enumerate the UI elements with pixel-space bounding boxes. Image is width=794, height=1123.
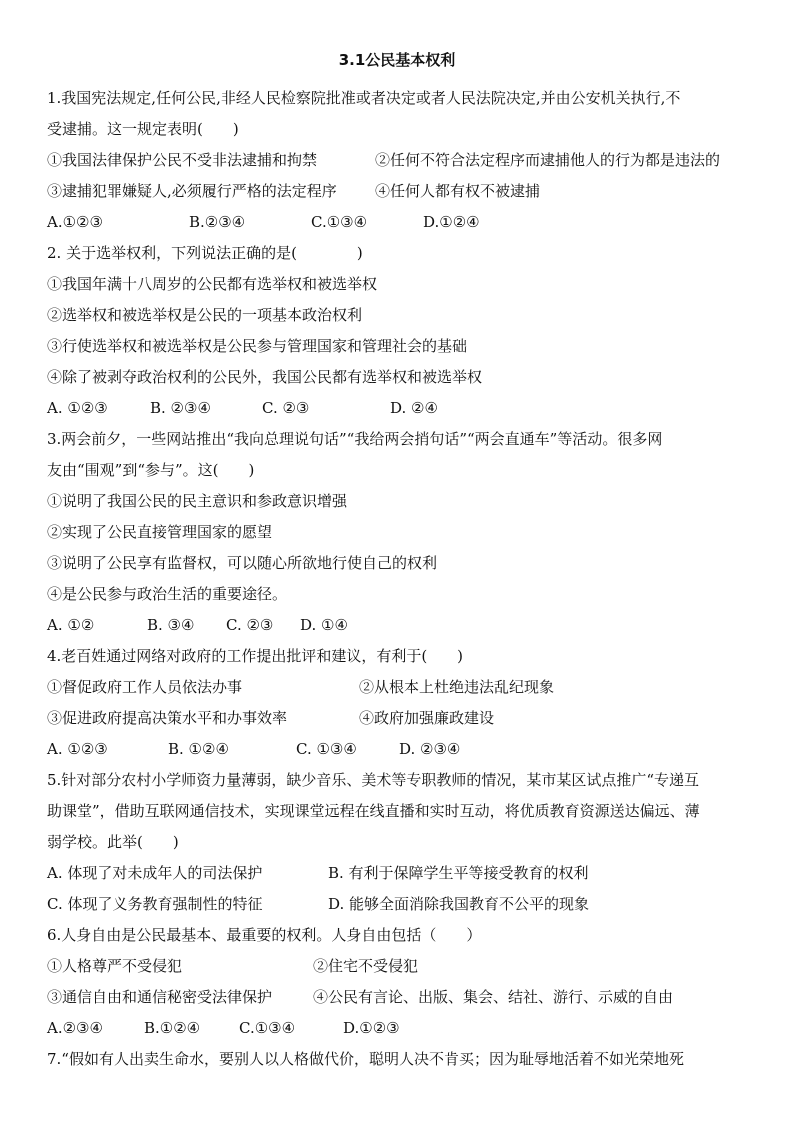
line-text: 6.人身自由是公民最基本、最重要的权利。人身自由包括（ ）: [47, 926, 482, 944]
option-text: A. ①②: [47, 616, 95, 634]
option-text: B. 有利于保障学生平等接受教育的权利: [328, 864, 589, 882]
option-text: D. ①④: [300, 616, 348, 634]
option-text: D. ②④: [390, 399, 438, 417]
line-text: 友由“围观”到“参与”。这( ): [47, 461, 255, 479]
option-text: C. ②③: [226, 616, 274, 634]
option-text: A.②③④: [47, 1019, 103, 1037]
line-text: 3.两会前夕，一些网站推出“我向总理说句话”“我给两会捎句话”“两会直通车”等活动。很多网: [47, 430, 663, 448]
option-text: ③通信自由和通信秘密受法律保护: [47, 988, 273, 1006]
option-text: ①我国法律保护公民不受非法逮捕和拘禁: [47, 151, 318, 169]
line-text: 1.我国宪法规定,任何公民,非经人民检察院批准或者决定或者人民法院决定,并由公安机关执行,不: [47, 89, 681, 107]
option-text: ③逮捕犯罪嫌疑人,必须履行严格的法定程序: [47, 182, 337, 200]
option-text: D. ②③④: [399, 740, 461, 758]
option-text: ①督促政府工作人员依法办事: [47, 678, 243, 696]
option-text: B.①②④: [144, 1019, 201, 1037]
line-text: ②选举权和被选举权是公民的一项基本政治权利: [47, 306, 363, 324]
option-text: A. ①②③: [47, 399, 108, 417]
option-text: A.①②③: [47, 213, 103, 231]
option-text: D.①②④: [423, 213, 480, 231]
option-text: C. ①③④: [296, 740, 357, 758]
option-text: A. ①②③: [47, 740, 108, 758]
line-text: 4.老百姓通过网络对政府的工作提出批评和建议，有利于( ): [47, 647, 464, 665]
line-text: 2. 关于选举权利，下列说法正确的是( ): [47, 244, 363, 262]
line-text: ③行使选举权和被选举权是公民参与管理国家和管理社会的基础: [47, 337, 468, 355]
line-text: ④除了被剥夺政治权利的公民外，我国公民都有选举权和被选举权: [47, 368, 483, 386]
option-text: B.②③④: [189, 213, 246, 231]
line-text: ①说明了我国公民的民主意识和参政意识增强: [47, 492, 348, 510]
line-text: 助课堂”，借助互联网通信技术，实现课堂远程在线直播和实时互动，将优质教育资源送达偏远、薄: [47, 802, 700, 820]
option-text: ②任何不符合法定程序而逮捕他人的行为都是违法的: [375, 151, 721, 169]
option-text: B. ②③④: [150, 399, 211, 417]
option-text: C.①③④: [239, 1019, 296, 1037]
option-text: C.①③④: [311, 213, 368, 231]
option-text: A. 体现了对未成年人的司法保护: [47, 864, 263, 882]
line-text: 5.针对部分农村小学师资力量薄弱，缺少音乐、美术等专职教师的情况，某市某区试点推广“专递互: [47, 771, 699, 789]
line-text: 7.“假如有人出卖生命水，要别人以人格做代价，聪明人决不肯买；因为耻辱地活着不如光荣地死: [47, 1050, 684, 1068]
line-text: ①我国年满十八周岁的公民都有选举权和被选举权: [47, 275, 378, 293]
option-text: C. ②③: [262, 399, 310, 417]
line-text: ②实现了公民直接管理国家的愿望: [47, 523, 273, 541]
option-text: ②住宅不受侵犯: [313, 957, 419, 975]
option-text: ②从根本上杜绝违法乱纪现象: [359, 678, 555, 696]
option-text: ④公民有言论、出版、集会、结社、游行、示威的自由: [313, 988, 674, 1006]
option-text: B. ③④: [147, 616, 195, 634]
option-text: D.①②③: [343, 1019, 400, 1037]
line-text: 弱学校。此举( ): [47, 833, 179, 851]
line-text: ③说明了公民享有监督权，可以随心所欲地行使自己的权利: [47, 554, 438, 572]
option-text: ①人格尊严不受侵犯: [47, 957, 183, 975]
option-text: B. ①②④: [168, 740, 229, 758]
line-text: 受逮捕。这一规定表明( ): [47, 120, 239, 138]
option-text: ④政府加强廉政建设: [359, 709, 495, 727]
option-text: C. 体现了义务教育强制性的特征: [47, 895, 263, 913]
option-text: ④任何人都有权不被逮捕: [375, 182, 541, 200]
option-text: ③促进政府提高决策水平和办事效率: [47, 709, 288, 727]
line-text: ④是公民参与政治生活的重要途径。: [47, 585, 288, 603]
page-title: 3.1公民基本权利: [338, 51, 456, 69]
option-text: D. 能够全面消除我国教育不公平的现象: [328, 895, 590, 913]
